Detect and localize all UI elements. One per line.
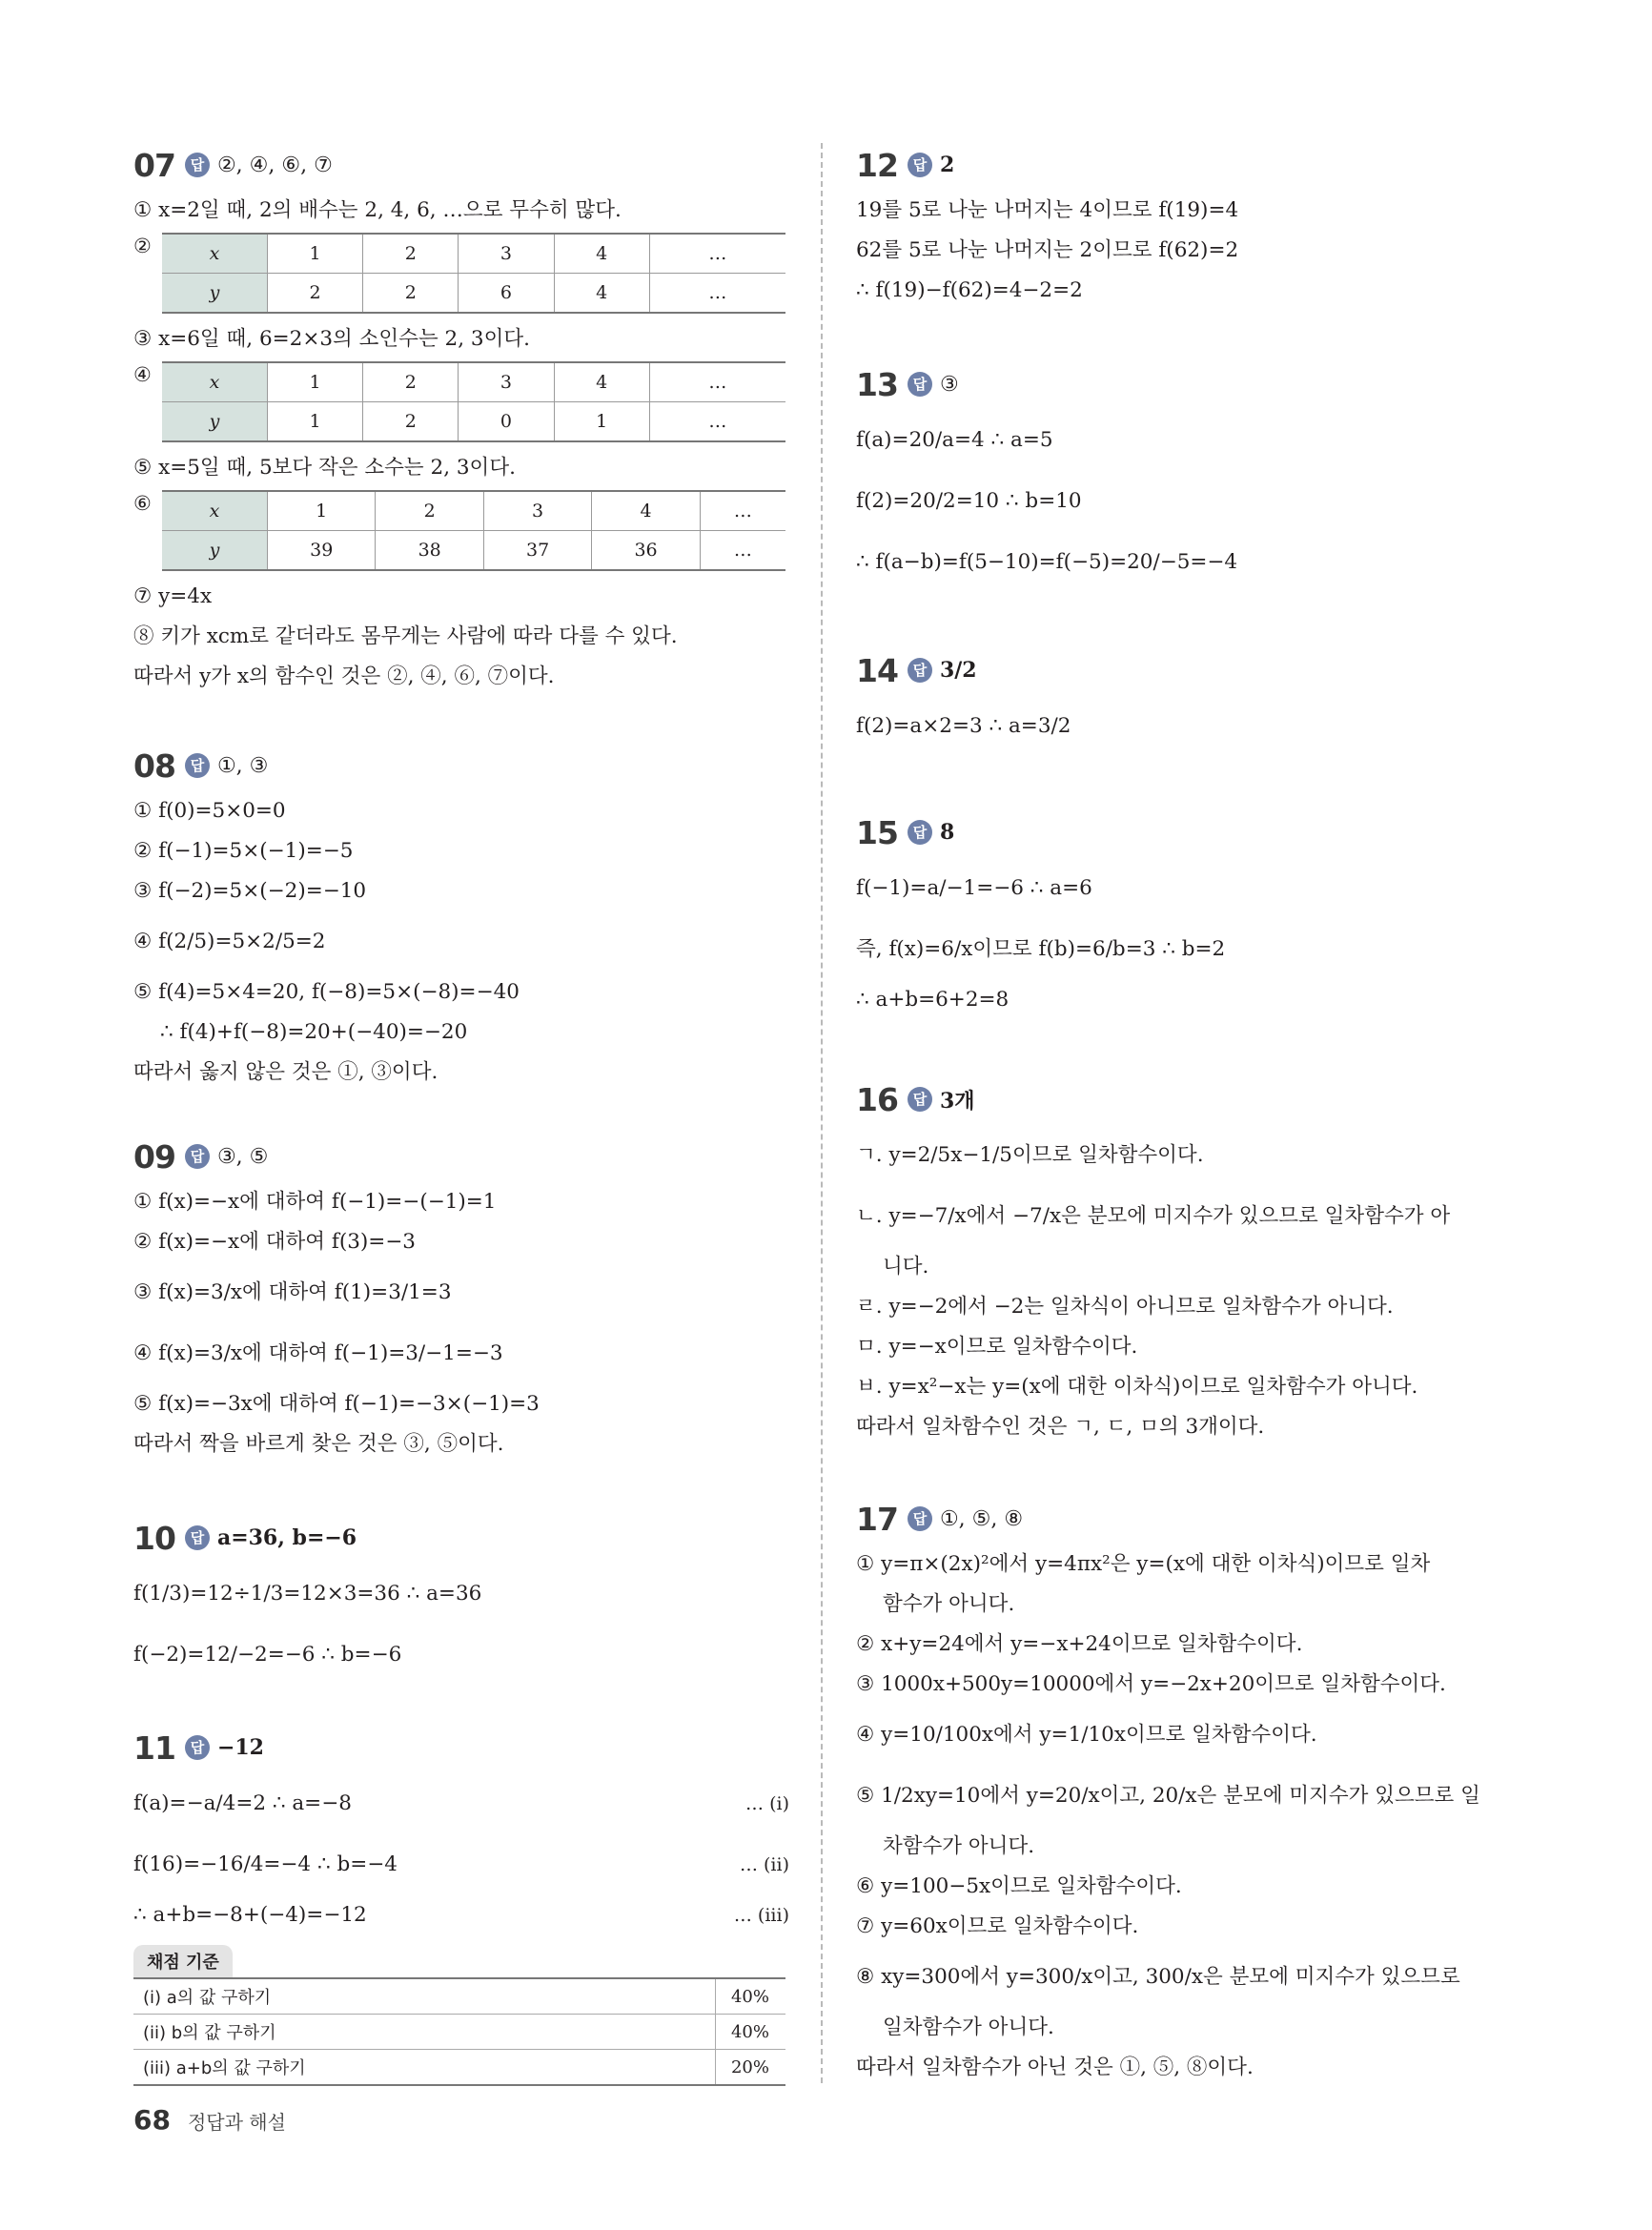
table-row bbox=[133, 1978, 785, 2015]
answer-value: 3/2 bbox=[939, 658, 977, 683]
explanation-line: 19를 5로 나눈 나머지는 4이므로 f(19)=4 bbox=[856, 198, 1239, 222]
explanation-line: ③ x=6일 때, 6=2×3의 소인수는 2, 3이다. bbox=[133, 327, 530, 351]
criteria-percent: 40% bbox=[716, 2015, 786, 2050]
table-cell: 2 bbox=[268, 274, 363, 314]
conclusion-line: 따라서 일차함수인 것은 ㄱ, ㄷ, ㅁ의 3개이다. bbox=[856, 1415, 1265, 1439]
answer-value: 8 bbox=[939, 820, 955, 845]
table-cell: … bbox=[700, 491, 785, 531]
explanation-line: ⑤ x=5일 때, 5보다 작은 소수는 2, 3이다. bbox=[133, 456, 516, 480]
step-line bbox=[133, 1834, 791, 1895]
table-cell: 39 bbox=[268, 531, 376, 571]
explanation-line: ② x+y=24에서 y=−x+24이므로 일차함수이다. bbox=[856, 1632, 1303, 1656]
answer-value: ①, ③ bbox=[216, 753, 269, 778]
problem-number: 11 bbox=[133, 1729, 175, 1767]
explanation-line: f(a)=20/a=4 ∴ a=5 bbox=[856, 428, 1053, 452]
table-cell: 0 bbox=[459, 402, 554, 442]
explanation-line: ∴ a+b=6+2=8 bbox=[856, 988, 1010, 1012]
answer-badge: 답 bbox=[908, 372, 932, 397]
value-table-block bbox=[133, 490, 791, 571]
table-row-x bbox=[162, 362, 785, 402]
problem-header bbox=[856, 1497, 1523, 1541]
answer-value: a=36, b=−6 bbox=[216, 1525, 357, 1550]
table-cell: 2 bbox=[363, 362, 459, 402]
page-number: 68 bbox=[133, 2104, 171, 2136]
table-cell: … bbox=[700, 531, 785, 571]
table-row-y bbox=[162, 274, 785, 314]
table-cell: 3 bbox=[483, 491, 591, 531]
table-row-y bbox=[162, 402, 785, 442]
table-cell: … bbox=[649, 234, 785, 274]
answer-value: ③ bbox=[939, 372, 959, 397]
problem-header bbox=[856, 810, 1523, 854]
explanation-line: f(16)=−16/4=−4 ∴ b=−4 bbox=[133, 1852, 398, 1876]
table-cell: 1 bbox=[268, 234, 363, 274]
step-marker: … (ii) bbox=[739, 1854, 789, 1875]
item-label: ④ bbox=[133, 363, 152, 386]
step-line bbox=[133, 1895, 791, 1935]
value-table bbox=[162, 490, 785, 571]
explanation-line: ③ f(x)=3/x에 대하여 f(1)=3/1=3 bbox=[133, 1280, 452, 1304]
problem-number: 13 bbox=[856, 365, 898, 403]
problem-header bbox=[856, 648, 1523, 692]
explanation-line: 차함수가 아니다. bbox=[883, 1834, 1035, 1858]
criteria-percent: 40% bbox=[716, 1978, 786, 2015]
explanation-line: ∴ f(4)+f(−8)=20+(−40)=−20 bbox=[160, 1020, 468, 1044]
table-cell: x bbox=[162, 491, 268, 531]
problem-number: 09 bbox=[133, 1137, 175, 1176]
answer-badge: 답 bbox=[185, 753, 210, 778]
table-cell: 1 bbox=[268, 491, 376, 531]
explanation-line: ∴ a+b=−8+(−4)=−12 bbox=[133, 1903, 367, 1927]
answer-badge: 답 bbox=[908, 658, 932, 683]
explanation-line: f(2)=a×2=3 ∴ a=3/2 bbox=[856, 714, 1071, 738]
explanation-line: ⑥ y=100−5x이므로 일차함수이다. bbox=[856, 1874, 1182, 1898]
table-cell: 4 bbox=[592, 491, 700, 531]
explanation-line: ③ f(−2)=5×(−2)=−10 bbox=[133, 879, 367, 903]
explanation-line: 니다. bbox=[883, 1255, 929, 1279]
answer-value: 3개 bbox=[939, 1088, 975, 1114]
problem-number: 15 bbox=[856, 813, 898, 851]
problem-number: 14 bbox=[856, 651, 898, 689]
explanation-line: ㄴ. y=−7/x에서 −7/x은 분모에 미지수가 있으므로 일차함수가 아 bbox=[856, 1204, 1451, 1228]
table-cell: 4 bbox=[554, 234, 649, 274]
explanation-line: f(−1)=a/−1=−6 ∴ a=6 bbox=[856, 876, 1092, 900]
answer-badge: 답 bbox=[908, 1506, 932, 1531]
explanation-line: ① f(0)=5×0=0 bbox=[133, 799, 286, 823]
problem-number: 10 bbox=[133, 1519, 175, 1557]
explanation-line: ⑤ f(x)=−3x에 대하여 f(−1)=−3×(−1)=3 bbox=[133, 1392, 540, 1416]
criteria-label: (ii) b의 값 구하기 bbox=[133, 2015, 716, 2050]
explanation-line: ⑧ 키가 xcm로 같더라도 몸무게는 사람에 따라 다를 수 있다. bbox=[133, 624, 678, 648]
table-cell: 2 bbox=[363, 234, 459, 274]
answer-badge: 답 bbox=[185, 153, 210, 177]
explanation-line: ⑦ y=4x bbox=[133, 584, 213, 608]
problem-11 bbox=[133, 1726, 791, 2086]
explanation-line: 즉, f(x)=6/x이므로 f(b)=6/b=3 ∴ b=2 bbox=[856, 937, 1226, 961]
criteria-label: (i) a의 값 구하기 bbox=[133, 1978, 716, 2015]
criteria-label: (iii) a+b의 값 구하기 bbox=[143, 2058, 306, 2078]
problem-15 bbox=[856, 810, 1523, 1020]
problem-10 bbox=[133, 1516, 791, 1686]
table-cell: … bbox=[649, 362, 785, 402]
table-cell: … bbox=[649, 274, 785, 314]
explanation-line: ⑤ 1/2xy=10에서 y=20/x이고, 20/x은 분모에 미지수가 있으므로 일 bbox=[856, 1784, 1480, 1808]
explanation-line: ① x=2일 때, 2의 배수는 2, 4, 6, …으로 무수히 많다. bbox=[133, 198, 622, 222]
problem-09 bbox=[133, 1135, 791, 1464]
explanation-line: ∴ f(a−b)=f(5−10)=f(−5)=20/−5=−4 bbox=[856, 550, 1238, 574]
table-cell: 38 bbox=[376, 531, 483, 571]
explanation-line: ③ 1000x+500y=10000에서 y=−2x+20이므로 일차함수이다. bbox=[856, 1672, 1446, 1696]
table-cell: 1 bbox=[268, 362, 363, 402]
column-divider bbox=[821, 143, 823, 2083]
problem-header bbox=[856, 362, 1523, 406]
explanation-line: 함수가 아니다. bbox=[883, 1592, 1015, 1616]
value-table bbox=[162, 361, 785, 442]
explanation-line: ⑤ f(4)=5×4=20, f(−8)=5×(−8)=−40 bbox=[133, 980, 520, 1004]
explanation-line: ④ y=10/100x에서 y=1/10x이므로 일차함수이다. bbox=[856, 1723, 1317, 1747]
scoring-title: 채점 기준 bbox=[133, 1945, 233, 1977]
table-row bbox=[133, 2015, 785, 2050]
item-label: ② bbox=[133, 235, 152, 257]
answer-badge: 답 bbox=[908, 820, 932, 845]
answer-badge: 답 bbox=[908, 1087, 932, 1112]
table-cell: 2 bbox=[363, 402, 459, 442]
value-table bbox=[162, 233, 785, 314]
explanation-line: ④ f(x)=3/x에 대하여 f(−1)=3/−1=−3 bbox=[133, 1341, 503, 1365]
explanation-line: ⑧ xy=300에서 y=300/x이고, 300/x은 분모에 미지수가 있으므로 bbox=[856, 1965, 1460, 1989]
conclusion-line: 따라서 짝을 바르게 찾은 것은 ③, ⑤이다. bbox=[133, 1432, 504, 1456]
problem-14 bbox=[856, 648, 1523, 757]
explanation-line: ∴ f(19)−f(62)=4−2=2 bbox=[856, 278, 1083, 302]
problem-header bbox=[133, 143, 791, 187]
problem-12 bbox=[856, 143, 1523, 311]
answer-badge: 답 bbox=[908, 153, 932, 177]
explanation-line: ㄹ. y=−2에서 −2는 일차식이 아니므로 일차함수가 아니다. bbox=[856, 1295, 1394, 1319]
table-cell: 2 bbox=[363, 274, 459, 314]
table-cell: 36 bbox=[592, 531, 700, 571]
table-cell: y bbox=[162, 274, 268, 314]
conclusion-line: 따라서 일차함수가 아닌 것은 ①, ⑤, ⑧이다. bbox=[856, 2056, 1254, 2079]
item-label: ⑥ bbox=[133, 492, 152, 515]
problem-16 bbox=[856, 1077, 1523, 1447]
explanation-line: ㄱ. y=2/5x−1/5이므로 일차함수이다. bbox=[856, 1143, 1204, 1167]
explanation-line: f(−2)=12/−2=−6 ∴ b=−6 bbox=[133, 1643, 402, 1667]
step-line bbox=[133, 1773, 791, 1834]
explanation-line: ㅁ. y=−x이므로 일차함수이다. bbox=[856, 1335, 1138, 1359]
explanation-line: ㅂ. y=x²−x는 y=(x에 대한 이차식)이므로 일차함수가 아니다. bbox=[856, 1375, 1418, 1399]
table-cell: 3 bbox=[459, 362, 554, 402]
explanation-line: 일차함수가 아니다. bbox=[883, 2015, 1054, 2039]
table-row-x bbox=[162, 234, 785, 274]
problem-number: 12 bbox=[856, 146, 898, 184]
table-row-x bbox=[162, 491, 785, 531]
table-cell: 1 bbox=[268, 402, 363, 442]
conclusion-line: 따라서 옳지 않은 것은 ①, ③이다. bbox=[133, 1060, 438, 1084]
problem-number: 08 bbox=[133, 747, 175, 785]
explanation-line: f(1/3)=12÷1/3=12×3=36 ∴ a=36 bbox=[133, 1582, 482, 1606]
explanation-line: f(a)=−a/4=2 ∴ a=−8 bbox=[133, 1791, 352, 1815]
problem-07 bbox=[133, 143, 791, 697]
problem-13 bbox=[856, 362, 1523, 593]
step-marker: … (i) bbox=[745, 1793, 789, 1814]
table-cell: 6 bbox=[459, 274, 554, 314]
answer-value: ③, ⑤ bbox=[216, 1144, 269, 1169]
table-cell: x bbox=[162, 362, 268, 402]
table-cell: 3 bbox=[459, 234, 554, 274]
explanation-line: ① y=π×(2x)²에서 y=4πx²은 y=(x에 대한 이차식)이므로 일차 bbox=[856, 1552, 1431, 1576]
problem-header bbox=[856, 1077, 1523, 1121]
scoring-criteria bbox=[133, 1945, 791, 2086]
table-row bbox=[133, 2050, 785, 2086]
criteria-percent: 20% bbox=[716, 2050, 786, 2086]
scoring-table bbox=[133, 1977, 785, 2086]
table-row-y bbox=[162, 531, 785, 571]
answer-value: ①, ⑤, ⑧ bbox=[939, 1506, 1024, 1531]
table-cell: 4 bbox=[554, 274, 649, 314]
problem-header bbox=[133, 1726, 791, 1770]
answer-value: −12 bbox=[216, 1735, 264, 1760]
answer-value: ②, ④, ⑥, ⑦ bbox=[216, 153, 333, 177]
table-cell: 1 bbox=[554, 402, 649, 442]
explanation-line: ⑦ y=60x이므로 일차함수이다. bbox=[856, 1914, 1139, 1938]
table-cell: x bbox=[162, 234, 268, 274]
problem-header bbox=[133, 1135, 791, 1178]
answer-value: 2 bbox=[939, 153, 955, 177]
table-cell: y bbox=[162, 402, 268, 442]
footer-title: 정답과 해설 bbox=[187, 2111, 286, 2134]
problem-17 bbox=[856, 1497, 1523, 2088]
step-marker: … (iii) bbox=[733, 1905, 789, 1926]
explanation-line: 62를 5로 나눈 나머지는 2이므로 f(62)=2 bbox=[856, 238, 1239, 262]
conclusion-line: 따라서 y가 x의 함수인 것은 ②, ④, ⑥, ⑦이다. bbox=[133, 665, 555, 688]
table-cell: 4 bbox=[554, 362, 649, 402]
explanation-line: ① f(x)=−x에 대하여 f(−1)=−(−1)=1 bbox=[133, 1190, 497, 1214]
problem-header bbox=[133, 744, 791, 788]
problem-header bbox=[133, 1516, 791, 1560]
problem-number: 16 bbox=[856, 1080, 898, 1118]
explanation-line: ② f(x)=−x에 대하여 f(3)=−3 bbox=[133, 1230, 416, 1254]
explanation-line: f(2)=20/2=10 ∴ b=10 bbox=[856, 489, 1082, 513]
value-table-block bbox=[133, 361, 791, 442]
problem-08 bbox=[133, 744, 791, 1093]
explanation-line: ② f(−1)=5×(−1)=−5 bbox=[133, 839, 354, 863]
problem-number: 17 bbox=[856, 1500, 898, 1538]
value-table-block bbox=[133, 233, 791, 314]
problem-header bbox=[856, 143, 1523, 187]
problem-number: 07 bbox=[133, 146, 175, 184]
answer-badge: 답 bbox=[185, 1144, 210, 1169]
table-cell: 37 bbox=[483, 531, 591, 571]
answer-badge: 답 bbox=[185, 1525, 210, 1550]
page-footer bbox=[133, 2104, 286, 2136]
explanation-line: ④ f(2/5)=5×2/5=2 bbox=[133, 930, 326, 953]
table-cell: 2 bbox=[376, 491, 483, 531]
table-cell: … bbox=[649, 402, 785, 442]
answer-badge: 답 bbox=[185, 1735, 210, 1760]
table-cell: y bbox=[162, 531, 268, 571]
